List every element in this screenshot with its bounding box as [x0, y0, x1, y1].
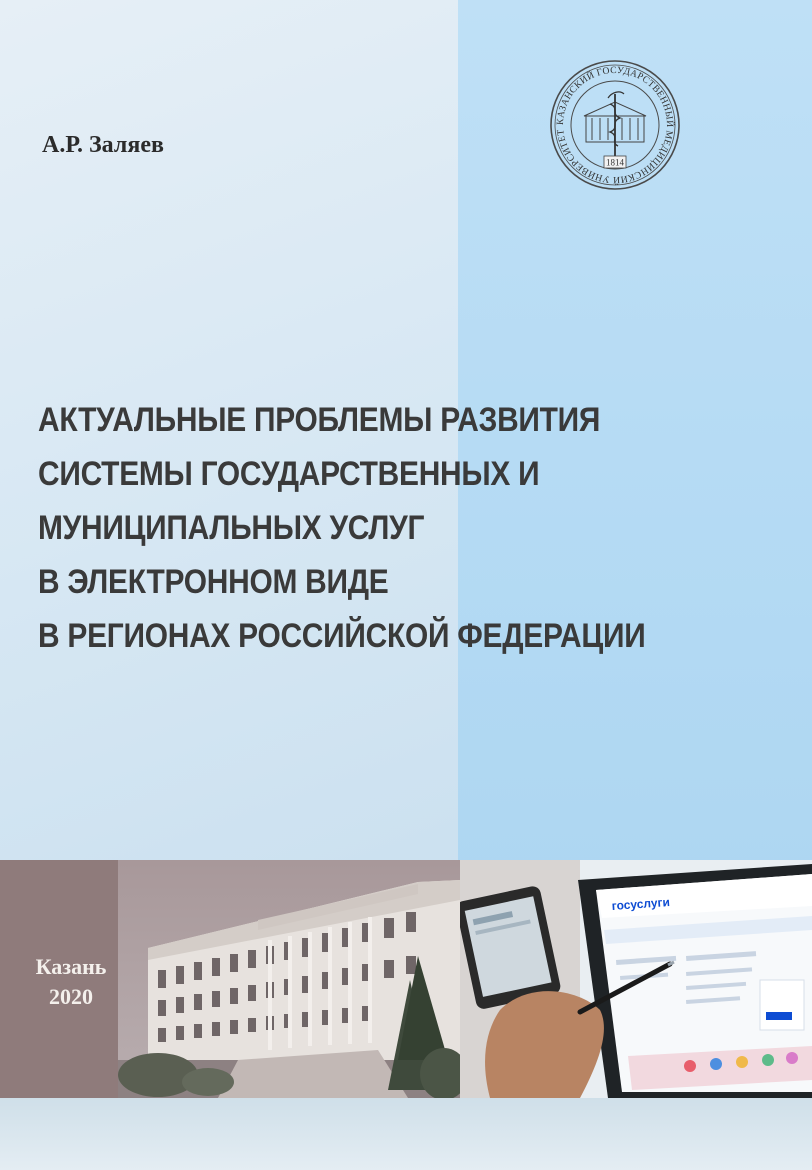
seal-year: 1814	[606, 157, 624, 168]
title-line-3: МУНИЦИПАЛЬНЫХ УСЛУГ	[38, 509, 425, 547]
title-line-1: АКТУАЛЬНЫЕ ПРОБЛЕМЫ РАЗВИТИЯ	[38, 401, 601, 439]
publication-info	[26, 952, 116, 1012]
seal-ring-text: КАЗАНСКИЙ ГОСУДАРСТВЕННЫЙ МЕДИЦИНСКИЙ УНИВЕРСИТЕТ	[554, 64, 676, 186]
tablet-site-logo: госуслуги	[611, 894, 671, 913]
title-line-4: В ЭЛЕКТРОННОМ ВИДЕ	[38, 563, 389, 601]
cover-bottom-strip	[0, 1098, 812, 1170]
book-title	[38, 393, 707, 663]
tablet-image	[460, 860, 812, 1098]
publication-year: 2020	[49, 984, 93, 1009]
university-seal-icon	[548, 58, 682, 192]
university-building-image	[118, 860, 460, 1098]
author-name: А.Р. Заляев	[42, 132, 164, 158]
title-line-2: СИСТЕМЫ ГОСУДАРСТВЕННЫХ И	[38, 455, 540, 493]
title-line-5: В РЕГИОНАХ РОССИЙСКОЙ ФЕДЕРАЦИИ	[38, 617, 646, 655]
publication-city: Казань	[35, 954, 107, 979]
